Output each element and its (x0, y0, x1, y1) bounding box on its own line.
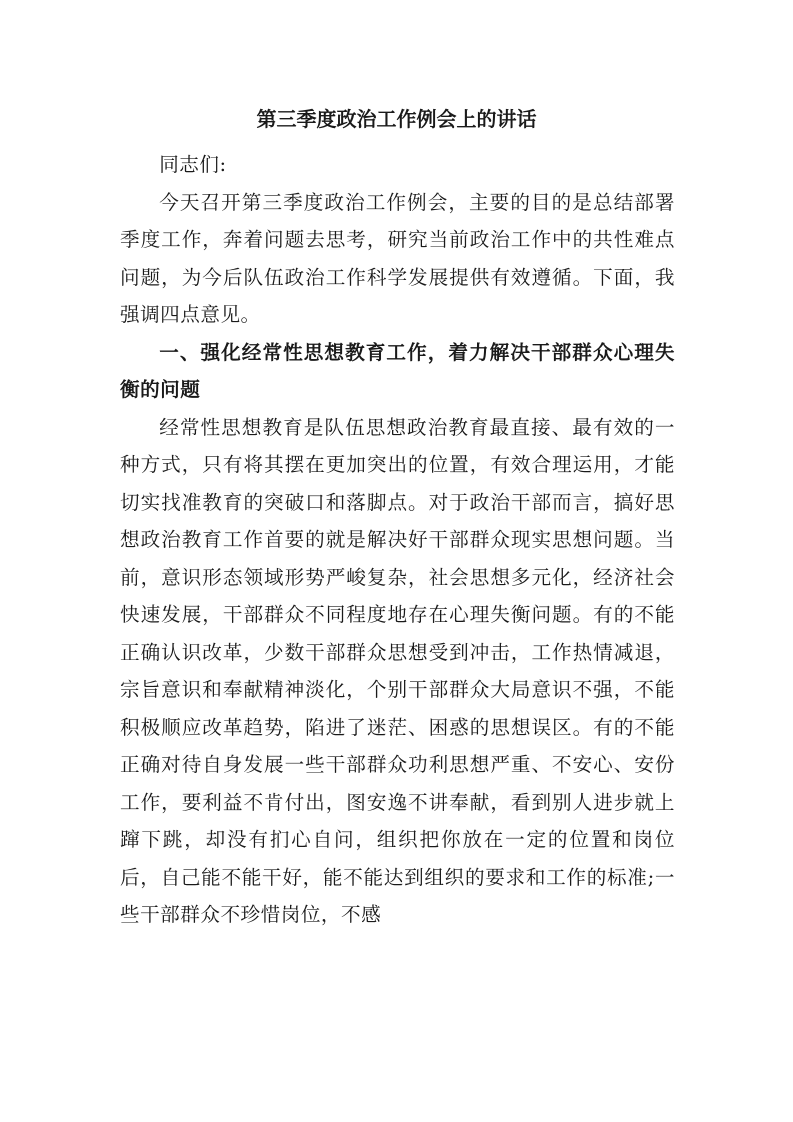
greeting: 同志们: (159, 153, 227, 176)
intro-paragraph: 今天召开第三季度政治工作例会，主要的目的是总结部署季度工作，奔着问题去思考，研究当前政治工作中的共性难点问题，为今后队伍政治工作科学发展提供有效遵循。下面，我强调四点意见。 (120, 190, 675, 326)
section-heading-1: 一、强化经常性思想教育工作，着力解决干部群众心理失衡的问题 (120, 340, 675, 401)
document-title: 第三季度政治工作例会上的讲话 (256, 107, 537, 131)
document-body (120, 146, 675, 934)
section-body-1: 经常性思想教育是队伍思想政治教育最直接、最有效的一种方式，只有将其摆在更加突出的位置，有效合理运用，才能切实找准教育的突破口和落脚点。对于政治干部而言，搞好思想政治教育工作首要的就是解决好干部群众现实思想问题。当前，意识形态领域形势严峻复杂，社会思想多元化，经济社会快速发展，干部群众不同程度地存在心理失衡问题。有的不能正确认识改革，少数干部群众思想受到冲击，工作热情减退，宗旨意识和奉献精神淡化，个别干部群众大局意识不强，不能积极顺应改革趋势，陷进了迷茫、困惑的思想误区。有的不能正确对待自身发展一些干部群众功利思想严重、不安心、安份工作，要利益不肯付出，图安逸不讲奉献，看到别人进步就上蹿下跳，却没有扪心自问，组织把你放在一定的位置和岗位后，自己能不能干好，能不能达到组织的要求和工作的标准;一些干部群众不珍惜岗位，不感 (120, 415, 675, 926)
